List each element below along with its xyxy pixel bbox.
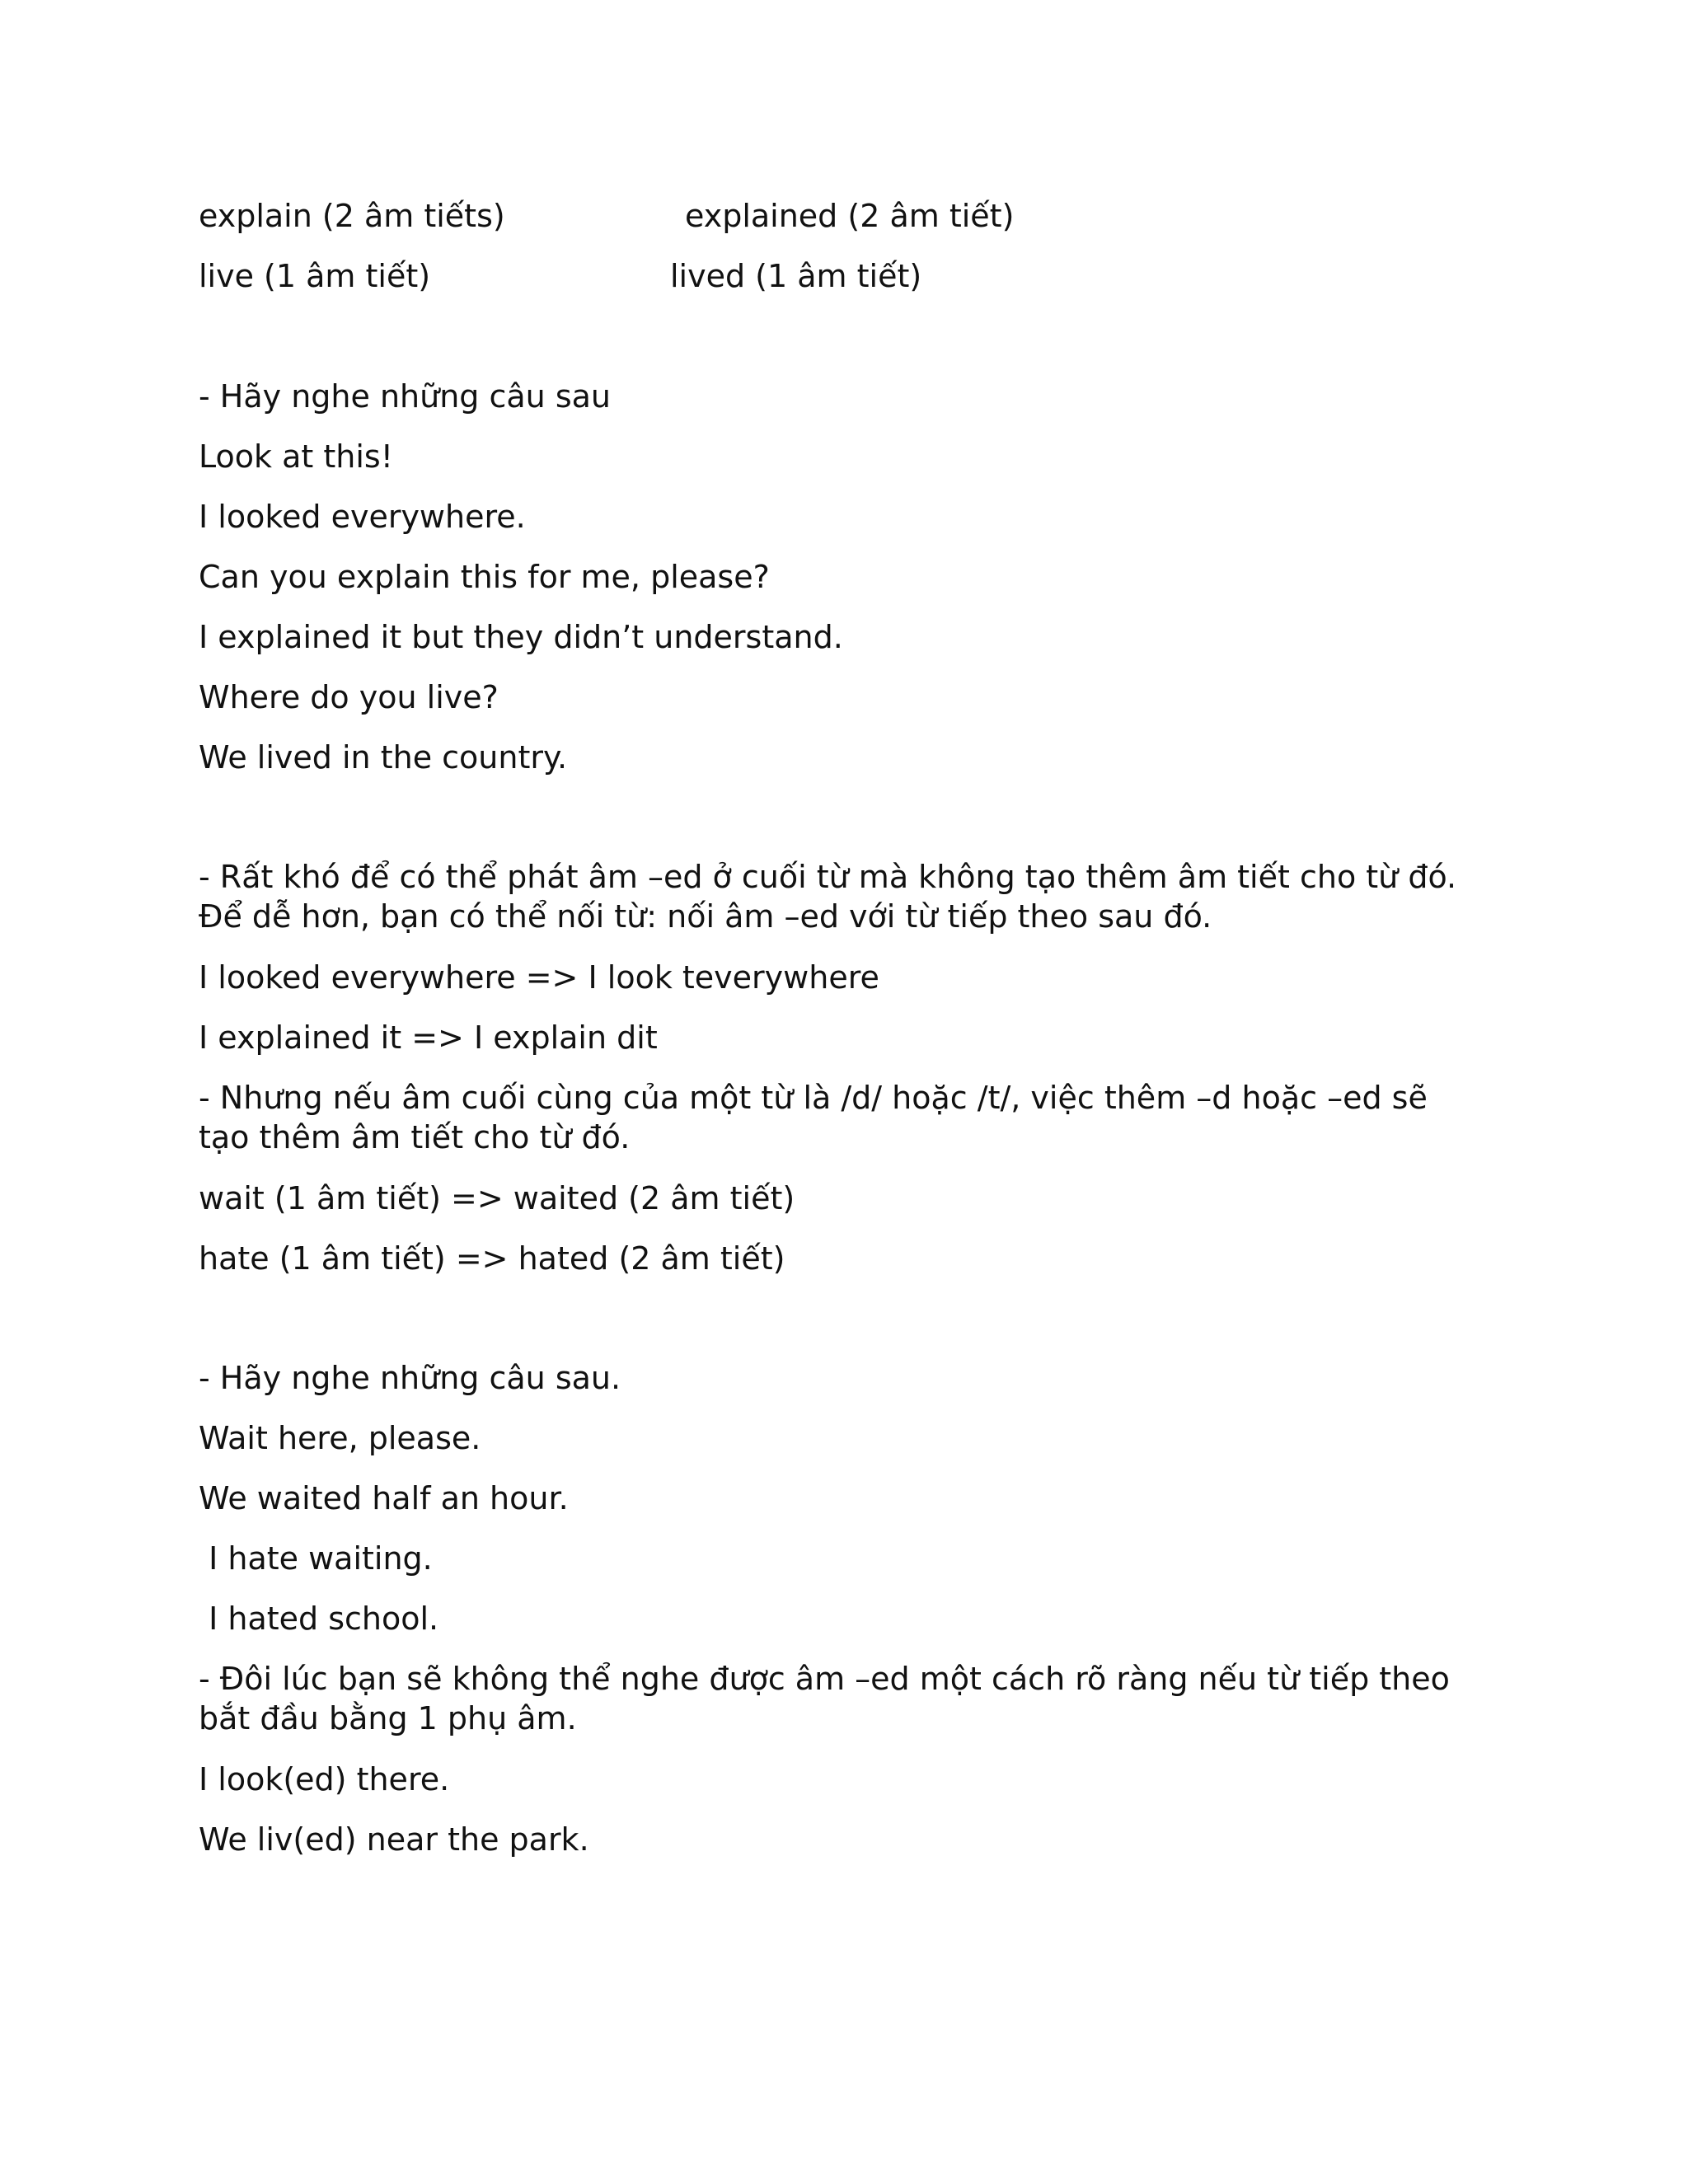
past-word: explained (2 âm tiết): [685, 198, 1015, 234]
syllable-example: wait (1 âm tiết) => waited (2 âm tiết): [199, 1180, 795, 1216]
base-word: live (1 âm tiết): [199, 258, 431, 294]
section-heading: - Hãy nghe những câu sau: [199, 378, 612, 415]
base-word: explain (2 âm tiếts): [199, 198, 505, 234]
syllable-row: [199, 196, 1484, 236]
linking-example: I looked everywhere => I look teverywhere: [199, 959, 879, 996]
example-sentence: I hated school.: [199, 1601, 439, 1637]
example-sentence: I explained it but they didn’t understand.: [199, 619, 843, 655]
example-sentence: I looked everywhere.: [199, 499, 526, 535]
section-heading: - Hãy nghe những câu sau.: [199, 1360, 621, 1396]
example-sentence: Where do you live?: [199, 679, 499, 715]
example-sentence: I look(ed) there.: [199, 1761, 450, 1797]
example-sentence: We liv(ed) near the park.: [199, 1821, 589, 1858]
explanation-paragraph: - Nhưng nếu âm cuối cùng của một từ là /d/ hoặc /t/, việc thêm –d hoặc –ed sẽ tạo thêm âm tiết cho từ đó.: [199, 1080, 1428, 1155]
syllable-example: hate (1 âm tiết) => hated (2 âm tiết): [199, 1240, 785, 1277]
explanation-paragraph: - Rất khó để có thể phát âm –ed ở cuối từ mà không tạo thêm âm tiết cho từ đó. Để dễ hơn, bạn có thể nối từ: nối âm –ed với từ tiếp theo sau đó.: [199, 859, 1457, 935]
example-sentence: Wait here, please.: [199, 1420, 481, 1456]
explanation-paragraph: - Đôi lúc bạn sẽ không thể nghe được âm –ed một cách rõ ràng nếu từ tiếp theo bắt đầu bằng 1 phụ âm.: [199, 1661, 1450, 1736]
example-sentence: Can you explain this for me, please?: [199, 559, 770, 595]
example-sentence: Look at this!: [199, 438, 393, 475]
past-word: lived (1 âm tiết): [670, 258, 922, 294]
example-sentence: We lived in the country.: [199, 739, 568, 776]
linking-example: I explained it => I explain dit: [199, 1019, 658, 1056]
syllable-row: [199, 256, 1484, 296]
example-sentence: We waited half an hour.: [199, 1480, 569, 1516]
example-sentence: I hate waiting.: [199, 1540, 433, 1577]
